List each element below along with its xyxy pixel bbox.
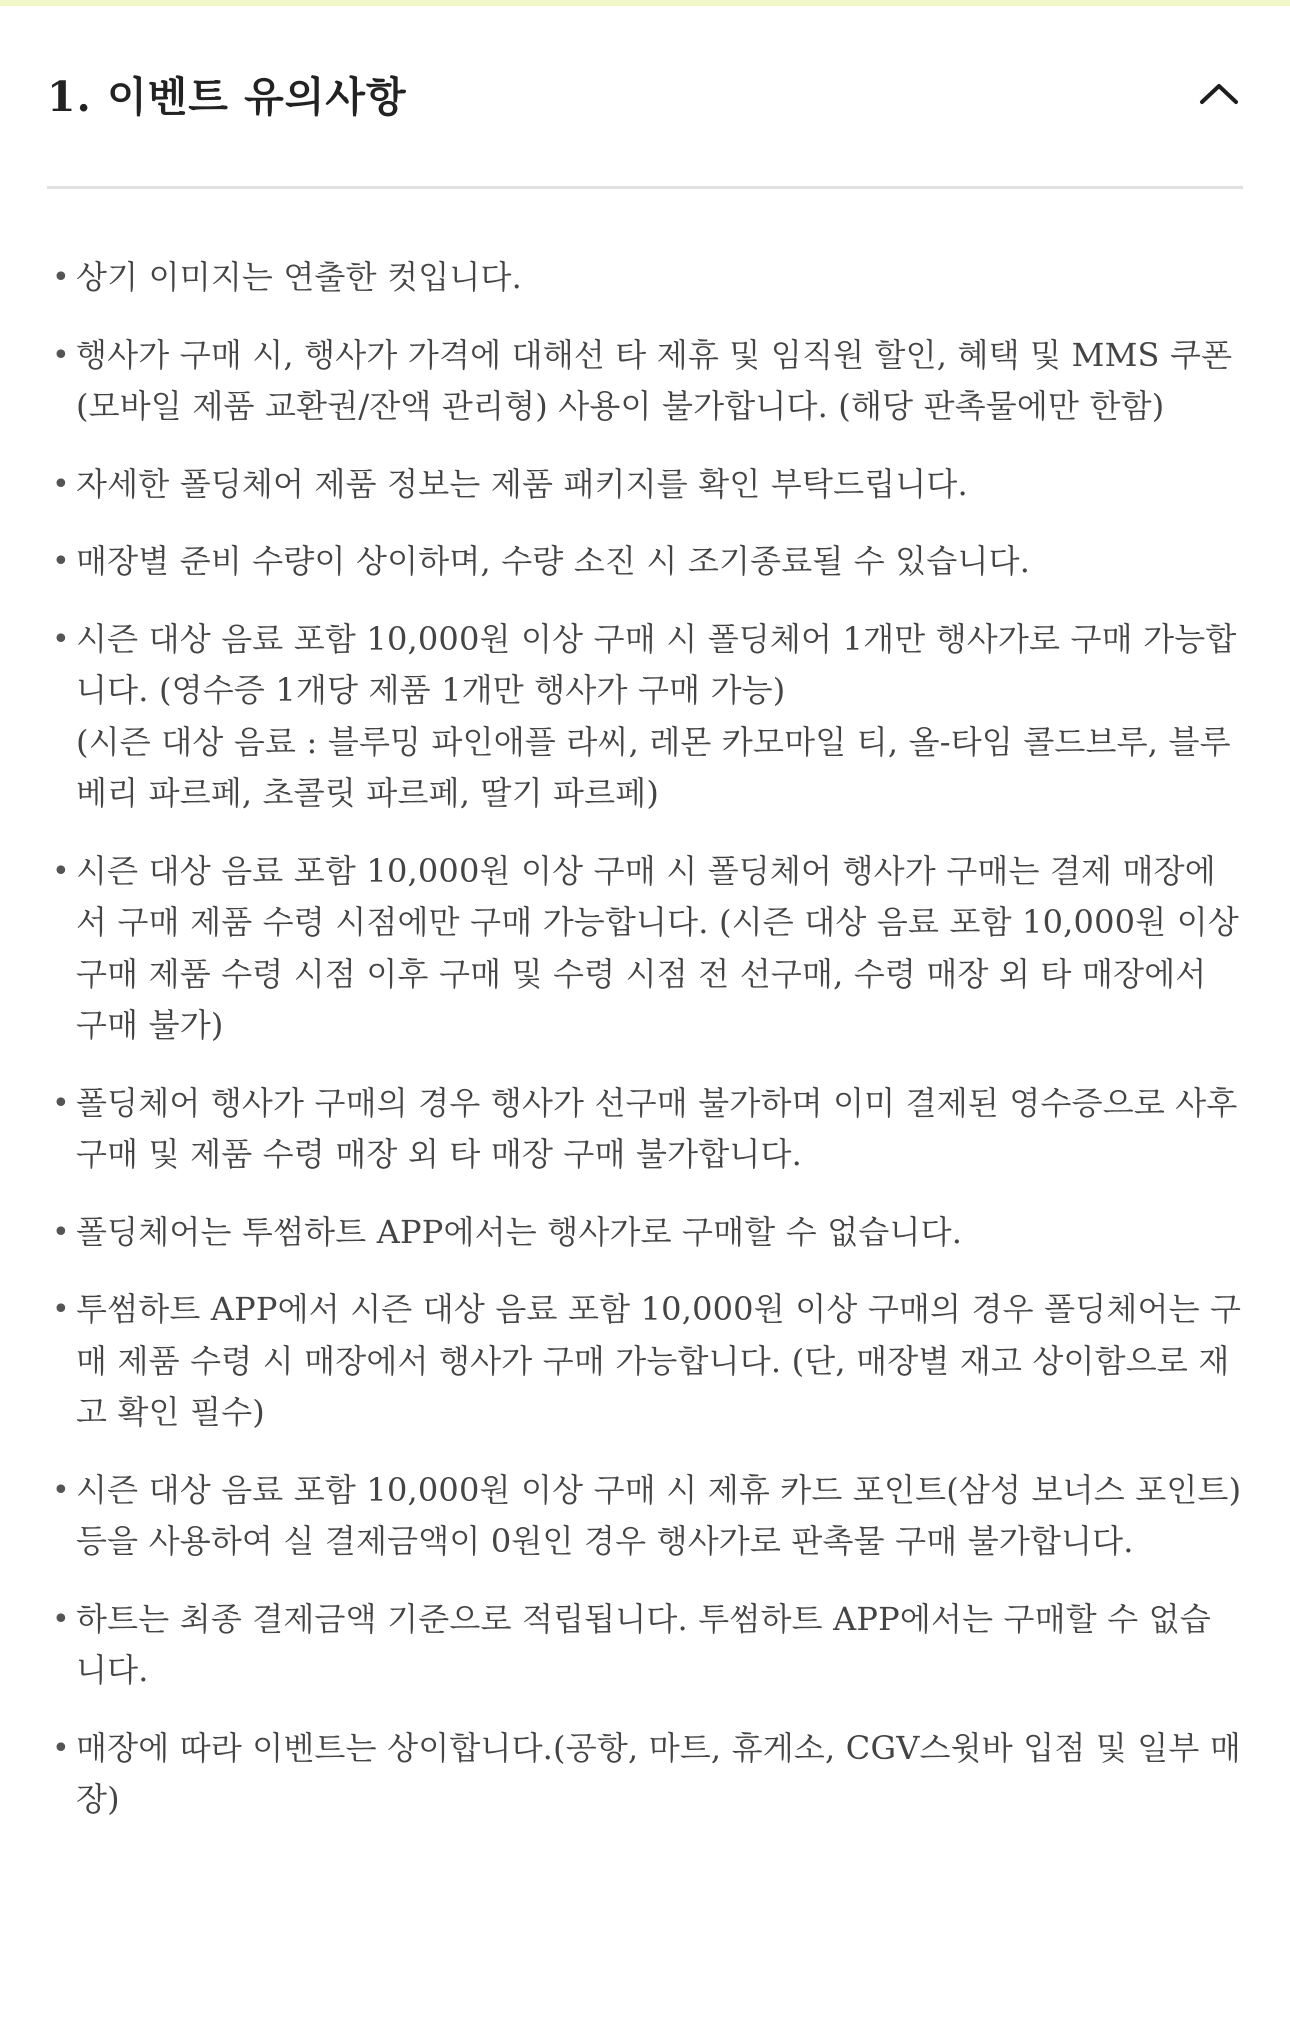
list-item — [52, 330, 1242, 433]
notice-text: 매장별 준비 수량이 상이하며, 수량 소진 시 조기종료될 수 있습니다. — [76, 542, 1031, 580]
list-item — [52, 846, 1250, 1052]
list-item — [52, 614, 1242, 820]
bullet-marker: • — [52, 260, 70, 295]
list-item — [52, 536, 1242, 588]
bullet-marker: • — [52, 1601, 70, 1637]
bullet-marker: • — [52, 1292, 70, 1327]
bullet-marker: • — [52, 1472, 70, 1508]
bullet-marker: • — [52, 1214, 70, 1250]
chevron-up-icon[interactable] — [1195, 69, 1243, 117]
notice-text: 투썸하트 APP에서 시즌 대상 음료 포함 10,000원 이상 구매의 경우 폴딩체어는 구매 제품 수령 시 매장에서 행사가 구매 가능합니다. (단, 매장별 재고 상이함으로 재고 확인 필수) — [76, 1290, 1242, 1431]
notice-text: 폴딩체어는 투썸하트 APP에서는 행사가로 구매할 수 없습니다. — [76, 1212, 963, 1251]
notice-text: 시즌 대상 음료 포함 10,000원 이상 구매 시 제휴 카드 포인트(삼성 보너스 포인트) 등을 사용하여 실 결제금액이 0원인 경우 행사가로 판촉물 구매 불가합니다. — [76, 1470, 1252, 1560]
list-item — [52, 1723, 1242, 1826]
bullet-marker: • — [52, 1085, 70, 1121]
notice-text: 폴딩체어 행사가 구매의 경우 행사가 선구매 불가하며 이미 결제된 영수증으로 사후 구매 및 제품 수령 매장 외 타 매장 구매 불가합니다. — [76, 1083, 1248, 1173]
list-item — [52, 1465, 1252, 1568]
bullet-marker: • — [52, 621, 70, 657]
notice-text: 행사가 구매 시, 행사가 가격에 대해선 타 제휴 및 임직원 할인, 혜택 및 MMS 쿠폰 (모바일 제품 교환권/잔액 관리형) 사용이 불가합니다. (해당 판촉물에만 한함) — [76, 335, 1243, 425]
notice-section-header[interactable] — [47, 58, 1243, 128]
bullet-marker: • — [52, 466, 70, 502]
bullet-marker: • — [52, 1730, 70, 1766]
notice-text: 상기 이미지는 연출한 컷입니다. — [76, 258, 522, 296]
bullet-marker: • — [52, 337, 70, 373]
notice-text: 매장에 따라 이벤트는 상이합니다.(공항, 마트, 휴게소, CGV스윗바 입점 및 일부 매장) — [76, 1728, 1242, 1818]
notice-text: 시즌 대상 음료 포함 10,000원 이상 구매 시 폴딩체어 행사가 구매는 결제 매장에서 구매 제품 수령 시점에만 구매 가능합니다. (시즌 대상 음료 포함 10,000원 이상 구매 제품 수령 시점 이후 구매 및 수령 시점 전 선구매, 수령 매장 외 타 매장에서 구매 불가) — [76, 851, 1250, 1044]
list-item — [52, 459, 1242, 511]
section-divider — [47, 186, 1243, 189]
notice-text: 시즌 대상 음료 포함 10,000원 이상 구매 시 폴딩체어 1개만 행사가로 구매 가능합니다. (영수증 1개당 제품 1개만 행사가 구매 가능) (시즌 대상 음료 : 블루밍 파인애플 라씨, 레몬 카모마일 티, 올-타임 콜드브루, 블루베리 파르페, 초콜릿 파르페, 딸기 파르페) — [76, 619, 1237, 812]
section-title: 1. 이벤트 유의사항 — [47, 72, 407, 121]
list-item — [52, 1207, 1242, 1259]
notice-list — [52, 252, 1252, 1852]
notice-text: 자세한 폴딩체어 제품 정보는 제품 패키지를 확인 부탁드립니다. — [76, 464, 968, 503]
list-item — [52, 252, 1242, 304]
list-item — [52, 1594, 1242, 1697]
list-item — [52, 1078, 1248, 1181]
top-accent-strip — [0, 0, 1290, 6]
bullet-marker: • — [52, 544, 70, 579]
bullet-marker: • — [52, 853, 70, 889]
list-item — [52, 1284, 1242, 1439]
notice-text: 하트는 최종 결제금액 기준으로 적립됩니다. 투썸하트 APP에서는 구매할 수 없습니다. — [76, 1599, 1211, 1689]
